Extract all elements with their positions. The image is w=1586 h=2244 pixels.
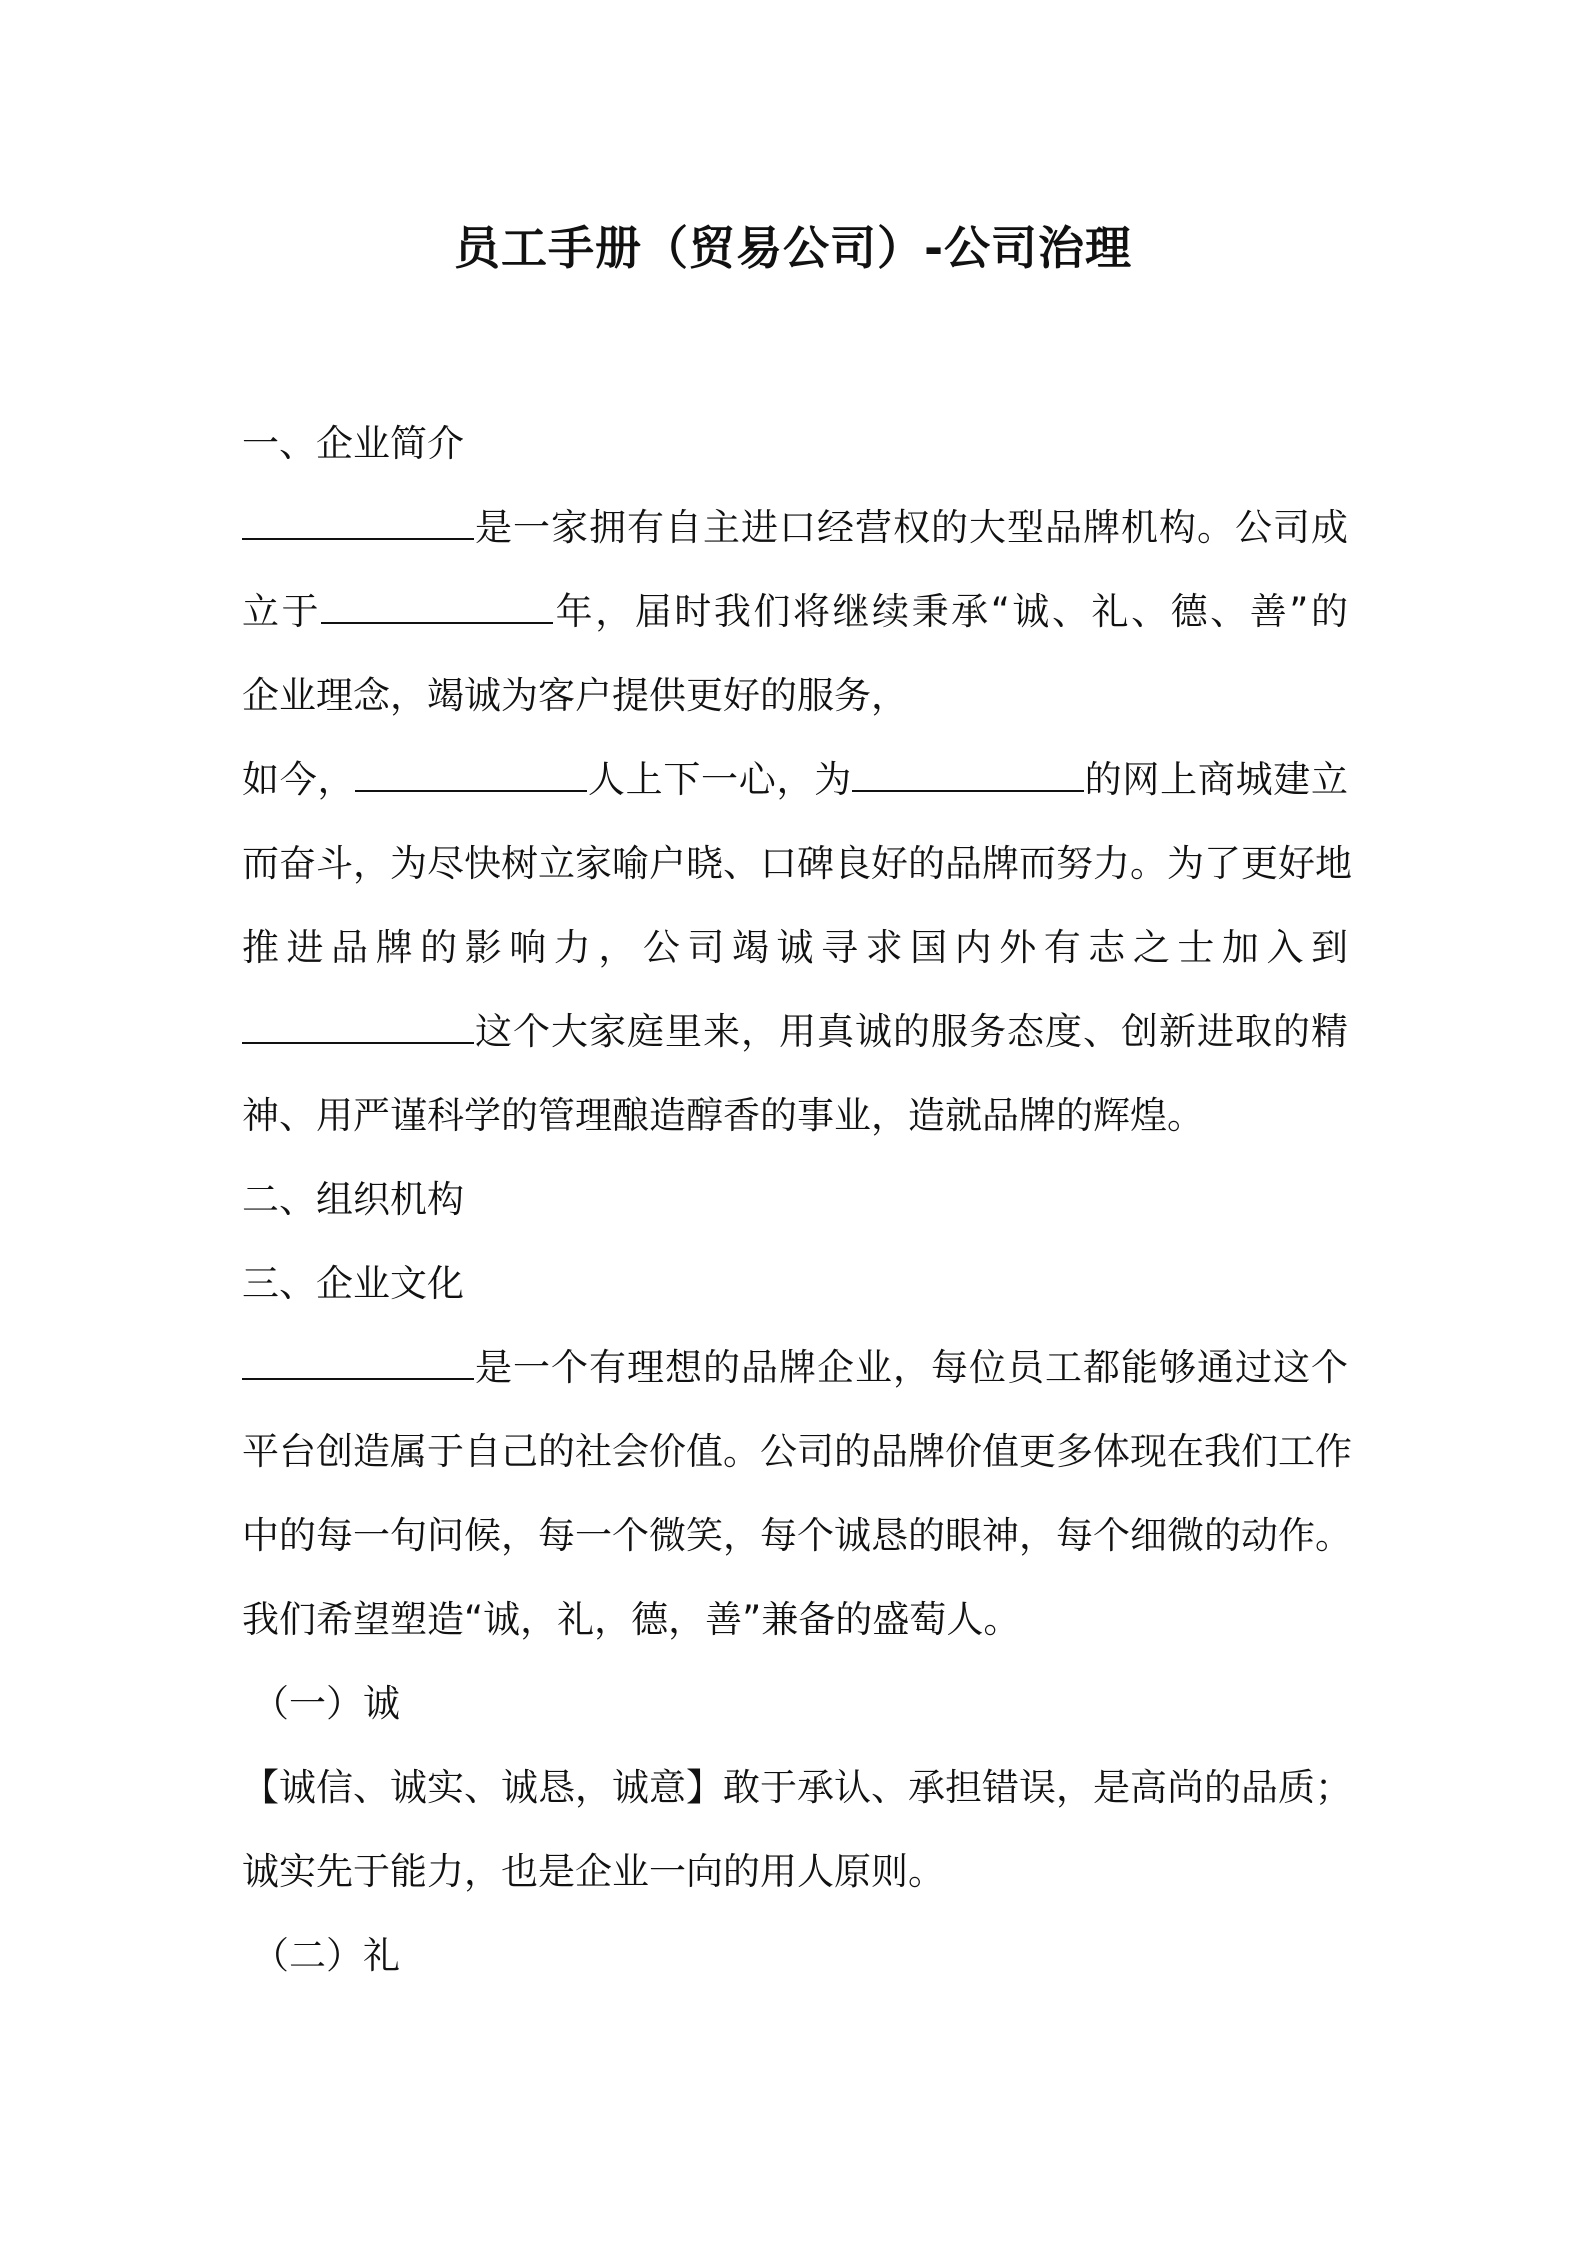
text-segment: 人上下一心，为 [587,758,852,801]
paragraph-line [242,486,1348,570]
fill-in-blank [852,760,1084,792]
text-segment: 是一个有理想的品牌企业，每位员工都能够通过这个 [474,1346,1348,1389]
text-segment: 我们希望塑造“诚，礼，德，善”兼备的盛萄人。 [242,1598,1021,1641]
subsection-heading-sincerity: （一）诚 [252,1682,400,1725]
text-segment: 推进品牌的影响力，公司竭诚寻求国内外有志之士加入到 [242,926,1348,969]
paragraph-line [242,990,1348,1074]
section-heading-organization: 二、组织机构 [242,1178,464,1221]
text-segment: 诚实先于能力，也是企业一向的用人原则。 [242,1850,945,1893]
paragraph-line [242,1746,1352,1830]
text-segment: 企业理念，竭诚为客户提供更好的服务， [242,674,908,717]
text-segment: 这个大家庭里来，用真诚的服务态度、创新进取的精 [474,1010,1348,1053]
paragraph-line [242,654,1348,738]
text-segment: 中的每一句问候，每一个微笑，每个诚恳的眼神，每个细微的动作。 [242,1514,1352,1557]
text-segment: 年，届时我们将继续秉承“诚、礼、德、善”的 [553,590,1349,633]
text-segment: 立于 [242,590,322,633]
section-heading-corporate-culture: 三、企业文化 [242,1262,464,1305]
text-segment: 是一家拥有自主进口经营权的大型品牌机构。公司成 [474,506,1348,549]
document-title: 员工手册（贸易公司）-公司治理 [453,221,1133,275]
fill-in-blank [242,1348,474,1380]
paragraph-line [242,1326,1348,1410]
text-segment: 的网上商城建立 [1083,758,1349,801]
paragraph-line [242,1494,1352,1578]
text-segment: 神、用严谨科学的管理酿造醇香的事业，造就品牌的辉煌。 [242,1094,1204,1137]
document-body [242,402,1352,1998]
paragraph-line [242,1578,1348,1662]
text-segment: 【诚信、诚实、诚恳，诚意】敢于承认、承担错误，是高尚的品质； [242,1766,1352,1809]
fill-in-blank [355,760,587,792]
fill-in-blank [242,1012,474,1044]
paragraph-line [242,570,1348,654]
paragraph-line [242,822,1352,906]
paragraph-line [242,906,1348,990]
text-segment: 平台创造属于自己的社会价值。公司的品牌价值更多体现在我们工作 [242,1430,1352,1473]
paragraph-line [242,738,1348,822]
paragraph-line [242,1074,1348,1158]
section-heading-company-intro: 一、企业简介 [242,422,464,465]
fill-in-blank [242,508,474,540]
text-segment: 如今， [242,758,356,801]
paragraph-line [242,1830,1348,1914]
subsection-heading-courtesy: （二）礼 [252,1934,400,1977]
text-segment: 而奋斗，为尽快树立家喻户晓、口碑良好的品牌而努力。为了更好地 [242,842,1352,885]
fill-in-blank [321,592,553,624]
paragraph-line [242,1410,1352,1494]
